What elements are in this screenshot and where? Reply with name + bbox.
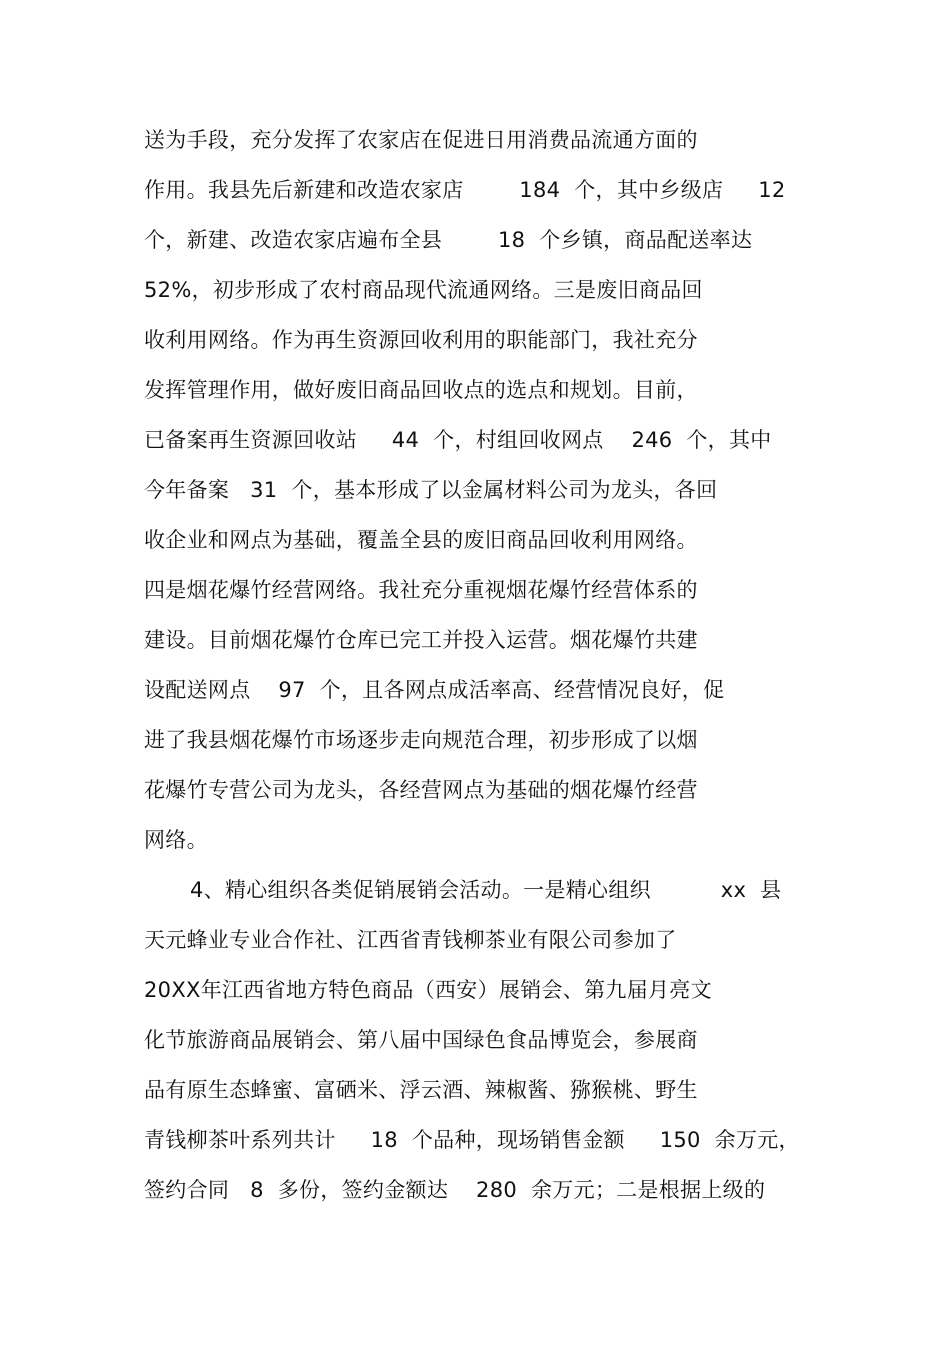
body-text-line: 四是烟花爆竹经营网络。我社充分重视烟花爆竹经营体系的 — [144, 578, 698, 602]
body-text-line: 进了我县烟花爆竹市场逐步走向规范合理，初步形成了以烟 — [144, 728, 698, 752]
body-text-line: 发挥管理作用，做好废旧商品回收点的选点和规划。目前， — [144, 378, 698, 402]
body-text-line: 设配送网点 97 个，且各网点成活率高、经营情况良好，促 — [144, 678, 725, 702]
body-text-line: 送为手段，充分发挥了农家店在促进日用消费品流通方面的 — [144, 128, 698, 152]
body-text-line: 今年备案 31 个，基本形成了以金属材料公司为龙头，各回 — [144, 478, 718, 502]
body-text-line: 20XX年江西省地方特色商品（西安）展销会、第九届月亮文 — [144, 978, 712, 1002]
body-text-line: 作用。我县先后新建和改造农家店 184 个，其中乡级店 12 — [144, 178, 786, 202]
body-text-line: 天元蜂业专业合作社、江西省青钱柳茶业有限公司参加了 — [144, 928, 677, 952]
body-text-line: 建设。目前烟花爆竹仓库已完工并投入运营。烟花爆竹共建 — [144, 628, 698, 652]
body-text-line: 个，新建、改造农家店遍布全县 18 个乡镇，商品配送率达 — [144, 228, 753, 252]
paragraph-first-line: 4、精心组织各类促销展销会活动。一是精心组织 xx 县 — [190, 878, 782, 902]
body-text-line: 网络。 — [144, 828, 208, 852]
body-text-line: 化节旅游商品展销会、第八届中国绿色食品博览会，参展商 — [144, 1028, 698, 1052]
body-text-line: 青钱柳茶叶系列共计 18 个品种，现场销售金额 150 余万元， — [144, 1128, 800, 1152]
body-text-line: 已备案再生资源回收站 44 个，村组回收网点 246 个，其中 — [144, 428, 772, 452]
body-text-line: 收企业和网点为基础，覆盖全县的废旧商品回收利用网络。 — [144, 528, 698, 552]
body-text-line: 签约合同 8 多份，签约金额达 280 余万元；二是根据上级的 — [144, 1178, 766, 1202]
body-text-line: 品有原生态蜂蜜、富硒米、浮云酒、辣椒酱、猕猴桃、野生 — [144, 1078, 698, 1102]
body-text-line: 52%，初步形成了农村商品现代流通网络。三是废旧商品回 — [144, 278, 703, 302]
body-text-line: 花爆竹专营公司为龙头，各经营网点为基础的烟花爆竹经营 — [144, 778, 698, 802]
body-text-line: 收利用网络。作为再生资源回收利用的职能部门，我社充分 — [144, 328, 698, 352]
